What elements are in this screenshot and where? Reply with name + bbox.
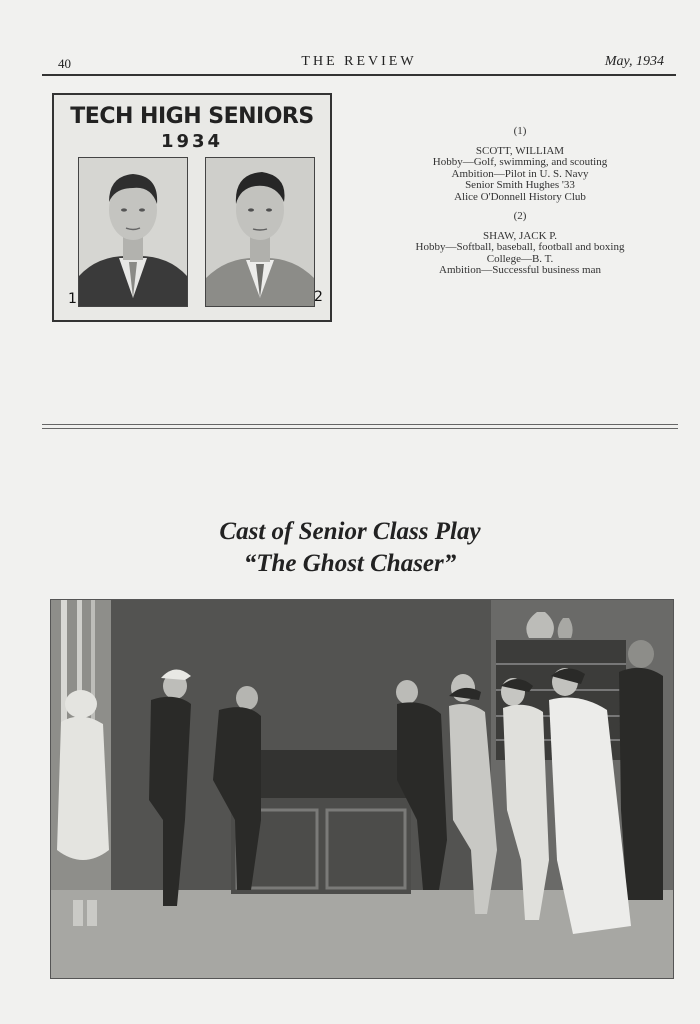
seniors-photo-panel — [52, 93, 332, 322]
portrait-photo-2 — [205, 157, 315, 307]
journal-title: THE REVIEW — [301, 54, 417, 69]
bio-number: (1) — [513, 125, 527, 137]
section-divider — [42, 424, 678, 429]
page-number: 40 — [58, 56, 71, 71]
page-header — [42, 54, 676, 74]
bio-name: SCOTT, WILLIAM — [475, 144, 565, 157]
header-rule — [42, 74, 676, 76]
class-play-photo — [50, 599, 674, 979]
seniors-panel-year: 1934 — [160, 131, 224, 152]
bio-number: (2) — [513, 210, 527, 222]
play-caption-line-1: Cast of Senior Class Play — [219, 518, 481, 545]
bio-line: Ambition—Pilot in U. S. Navy — [451, 167, 589, 180]
play-caption — [0, 516, 700, 580]
bio-line: Alice O'Donnell History Club — [454, 190, 586, 203]
senior-bio-1 — [360, 126, 680, 203]
play-caption-line-2: “The Ghost Chaser” — [243, 550, 457, 577]
photo-number-1: 1 — [68, 291, 77, 307]
issue-date: May, 1934 — [604, 54, 664, 69]
seniors-panel-title: TECH HIGH SENIORS — [70, 104, 314, 129]
bio-line: Ambition—Successful business man — [439, 264, 601, 276]
bio-name: SHAW, JACK P. — [483, 229, 557, 242]
bio-line: College—B. T. — [486, 252, 554, 265]
photo-number-2: 2 — [314, 289, 323, 305]
senior-bio-2 — [360, 211, 680, 277]
bio-line: Hobby—Softball, baseball, football and boxing — [415, 241, 625, 253]
portrait-photo-1 — [78, 157, 188, 307]
bio-line: Senior Smith Hughes '33 — [465, 179, 575, 191]
bio-line: Hobby—Golf, swimming, and scouting — [432, 156, 608, 168]
